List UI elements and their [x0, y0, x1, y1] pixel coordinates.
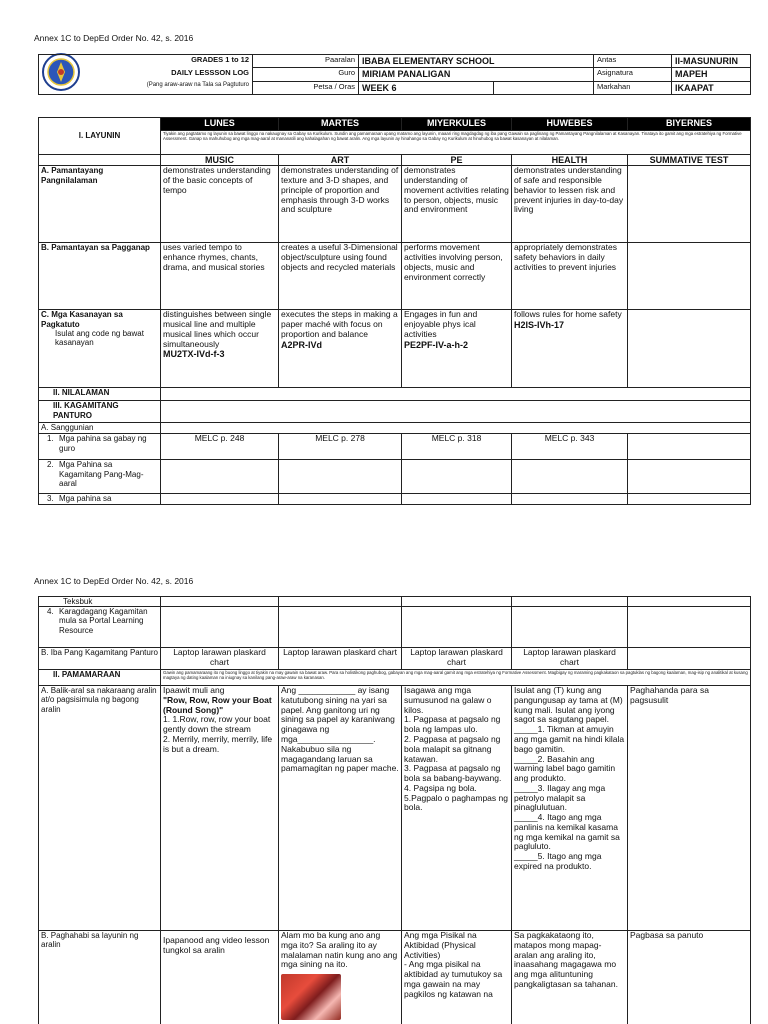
gabay-label: Mga pahina sa gabay ng guro — [59, 434, 147, 453]
pahina-kag-label: Mga Pahina sa Kagamitang Pang-Mag-aaral — [59, 460, 144, 488]
paghahabi-art: Alam mo ba kung ano ang mga ito? Sa araling ito ay malalaman natin kung ano ang mga sining na ito. — [281, 930, 398, 970]
gabay-summative — [628, 434, 751, 460]
row-c-art: executes the steps in making a paper maché with focus on proportion and balance — [281, 309, 398, 339]
subject-health: HEALTH — [512, 155, 628, 166]
row-a-music: demonstrates understanding of the basic concepts of tempo — [161, 166, 279, 243]
paper-mache-image — [281, 974, 341, 1020]
guro-value: MIRIAM PANALIGAN — [359, 68, 594, 81]
iba-pang-art: Laptop larawan plaskard chart — [279, 648, 402, 670]
paghahabi-music: Ipapanood ang video lesson tungkol sa aralin — [161, 931, 279, 1024]
iba-pang-health: Laptop larawan plaskard chart — [512, 648, 628, 670]
row-a-health: demonstrates understanding of safe and responsible behavior to lessen risk and prevent injuries in day-to-day living — [512, 166, 628, 243]
pahina-kag-num: 2. — [47, 460, 54, 470]
header-table — [38, 54, 751, 95]
gabay-health: MELC p. 343 — [512, 434, 628, 460]
code-pe: PE2PF-IV-a-h-2 — [404, 339, 469, 350]
row-b-label: B. Pamantayan sa Pagganap — [39, 243, 161, 310]
balik-label: A. Balik-aral sa nakaraang aralin at/o pagsisimula ng bagong aralin — [39, 686, 161, 931]
subject-summative: SUMMATIVE TEST — [628, 155, 751, 166]
row-a-summative — [628, 166, 751, 243]
dll-title-log: DAILY LESSSON LOG — [83, 68, 253, 81]
row-c-music: distinguishes between single musical line and multiple musical lines which occur simultaneously — [163, 309, 272, 349]
balik-pe: Isagawa ang mga sumusunod na galaw o kilos. 1. Pagpasa at pagsalo ng bola ng lampas ulo. 2. Pagpasa at pagsalo ng bola malapit sa gitnang katawan. 3. Pagpasa at pagsalo ng bola sa babang-baywang. 4. Pagsipa ng bola. 5.Pagpalo o paghampas ng bola. — [402, 686, 512, 931]
balik-summative: Paghahanda para sa pagsusulit — [628, 686, 751, 931]
pahina-teks-num: 3. — [47, 494, 54, 504]
pamamaraan-note: Gawin ang pamamaraang ito ng buong linggo at tiyakin na may gawain sa bawat araw. Para sa holistikong paghubog, gabayan ang mga mag-aaral gamit ang mga estratehiya ng Formative Assessment. Magbigay ng maraming pagkakataon sa pagtuklas ng bagong kaalaman, mag-isip ng analitikal at kusang magtaya ng dating kaalaman na iniugnay sa kanilang pang-araw-araw na karanasan. — [161, 670, 751, 686]
sanggunian-label: A. Sanggunian — [39, 423, 161, 434]
antas-value: II-MASUNURIN — [672, 55, 751, 68]
paaralan-value: IBABA ELEMENTARY SCHOOL — [359, 55, 594, 68]
day-biyernes: BIYERNES — [628, 118, 751, 131]
pahina-teks-label: Mga pahina sa — [59, 494, 112, 504]
petsa-label: Petsa / Oras — [253, 81, 359, 94]
balik-music-song: "Row, Row, Row your Boat (Round Song)" — [163, 694, 272, 715]
row-c-sublabel: Isulat ang code ng bawat kasanayan — [55, 328, 144, 347]
row-b-music: uses varied tempo to enhance rhymes, chants, drama, and musical stories — [161, 243, 279, 310]
subject-pe: PE — [402, 155, 512, 166]
code-music: MU2TX-IVd-f-3 — [163, 349, 225, 360]
row-b-health: appropriately demonstrates safety behaviors in daily activities to prevent injuries — [512, 243, 628, 310]
day-martes: MARTES — [279, 118, 402, 131]
dll-title-grades: GRADES 1 to 12 — [83, 55, 253, 68]
gabay-art: MELC p. 278 — [279, 434, 402, 460]
day-huwebes: HUWEBES — [512, 118, 628, 131]
row-a-label: A. Pamantayang Pangnilalaman — [39, 166, 161, 243]
lesson-log-table-page1 — [38, 117, 751, 505]
iba-pang-music: Laptop larawan plaskard chart — [161, 648, 279, 670]
row-c-summative — [628, 310, 751, 388]
paaralan-label: Paaralan — [253, 55, 359, 68]
balik-music-rest: 1. 1.Row, row, row your boat gently down the stream 2. Merrily, merrily, merrily, life is but a dream. — [163, 714, 273, 754]
antas-label: Antas — [594, 55, 672, 68]
asignatura-value: MAPEH — [672, 68, 751, 81]
paghahabi-health: Sa pagkakataong ito, matapos mong mapag-aralan ang araling ito, inaasahang magagawa mo ang mga alituntuning pangkaligtasan sa tahanan. — [512, 931, 628, 1024]
dll-title-tala: (Pang araw-araw na Tala sa Pagtuturo — [83, 81, 253, 94]
row-a-pe: demonstrates understanding of movement activities relating to person, objects, music and environment — [402, 166, 512, 243]
day-lunes: LUNES — [161, 118, 279, 131]
balik-health: Isulat ang (T) kung ang pangungusap ay tama at (M) kung mali. Isulat ang iyong sagot sa sagutang papel. _____1. Tikman at amuyin ang mga gamit na hindi kilala bago gamitin. _____2. Basahin ang warning label bago gamitin ang produkto. _____3. Ilagay ang mga petrolyo malapit sa pinaglulutuan. _____4. Itago ang mga panlinis na kemikal kasama ng mga kemikal na gamit sa pagluluto. _____5. Itago ang mga expired na produkto. — [512, 686, 628, 931]
teksbuk-label: Teksbuk — [39, 597, 161, 607]
row-b-pe: performs movement activities involving person, objects, music and environment correctly — [402, 243, 512, 310]
iba-pang-pe: Laptop larawan plaskard chart — [402, 648, 512, 670]
gabay-num: 1. — [47, 434, 54, 444]
gabay-music: MELC p. 248 — [161, 434, 279, 460]
subject-art: ART — [279, 155, 402, 166]
kagamitan-label: III. KAGAMITANG PANTURO — [39, 401, 161, 423]
day-miyerkules: MIYERKULES — [402, 118, 512, 131]
row-c-label: C. Mga Kasanayan sa Pagkatuto — [41, 310, 123, 329]
annex-title-page2: Annex 1C to DepEd Order No. 42, s. 2016 — [34, 576, 194, 586]
paghahabi-label: B. Paghahabi sa layunin ng aralin — [39, 931, 161, 1024]
paghahabi-summative: Pagbasa sa panuto — [628, 931, 751, 1024]
balik-art: Ang ____________ ay isang katutubong sining na yari sa papel. Ang ganitong uri ng sining sa papel ay karaniwang ginagawa ng mga________________. Nakabubuo sila ng magagandang laruan sa pamamagitan ng paper mache. — [279, 686, 402, 931]
annex-title: Annex 1C to DepEd Order No. 42, s. 2016 — [34, 33, 194, 43]
row-b-summative — [628, 243, 751, 310]
markahan-label: Markahan — [594, 81, 672, 94]
iba-pang-summative — [628, 648, 751, 670]
balik-music-intro: Ipaawit muli ang — [163, 685, 225, 696]
row-b-art: creates a useful 3-Dimensional object/sculpture using found objects and recycled materials — [279, 243, 402, 310]
pamamaraan-label: II. PAMAMARAAN — [39, 670, 161, 686]
karagdagan-label: Karagdagang Kagamitan mula sa Portal Learning Resource — [59, 607, 148, 635]
code-art: A2PR-IVd — [281, 339, 323, 350]
row-a-art: demonstrates understanding of texture and 3-D shapes, and principle of proportion and emphasis through 3-D works and sculpture — [279, 166, 402, 243]
row-c-pe: Engages in fun and enjoyable phys ical activities — [404, 309, 478, 339]
iba-pang-label: B. Iba Pang Kagamitang Panturo — [39, 648, 161, 670]
asignatura-label: Asignatura — [594, 68, 672, 81]
lesson-log-table-page2 — [38, 596, 751, 1024]
karagdagan-num: 4. — [47, 607, 54, 617]
row-c-health: follows rules for home safety — [514, 309, 622, 320]
markahan-value: IKAAPAT — [672, 81, 751, 94]
layunin-note: Tiyakin ang pagtatamo ng layunin sa bawat linggo na nakaugnay sa Gabay sa Kurikulum. Sundin ang pamamaraan upang matamo ang layunin, maaari ring magdagdag ng iba pang Gawain sa paglinang ng Pamantayang Pangnilalaman at Kasanayan. Tinataya ito gamit ang mga estratehiya ng Formative Assessment. Ganap na mahuhubog ang mga mag-aaral at mananatili ang kahalagahan ng bawat aralin. Ang mga layunin ay hinahango sa Gabay ng Kurikulum at hinuhubog sa bawat kasanayan at nilalaman. — [161, 131, 751, 155]
layunin-label: I. LAYUNIN — [39, 131, 161, 155]
petsa-value: WEEK 6 — [359, 81, 494, 94]
gabay-pe: MELC p. 318 — [402, 434, 512, 460]
guro-label: Guro — [253, 68, 359, 81]
paghahabi-pe: Ang mga Pisikal na Aktibidad (Physical Activities) - Ang mga pisikal na aktibidad ay tumutukoy sa mga gawain na may pagkilos ng katawan na — [402, 931, 512, 1024]
nilalaman-label: II. NILALAMAN — [39, 388, 161, 401]
code-health: H2IS-IVh-17 — [514, 320, 565, 331]
subject-music: MUSIC — [161, 155, 279, 166]
